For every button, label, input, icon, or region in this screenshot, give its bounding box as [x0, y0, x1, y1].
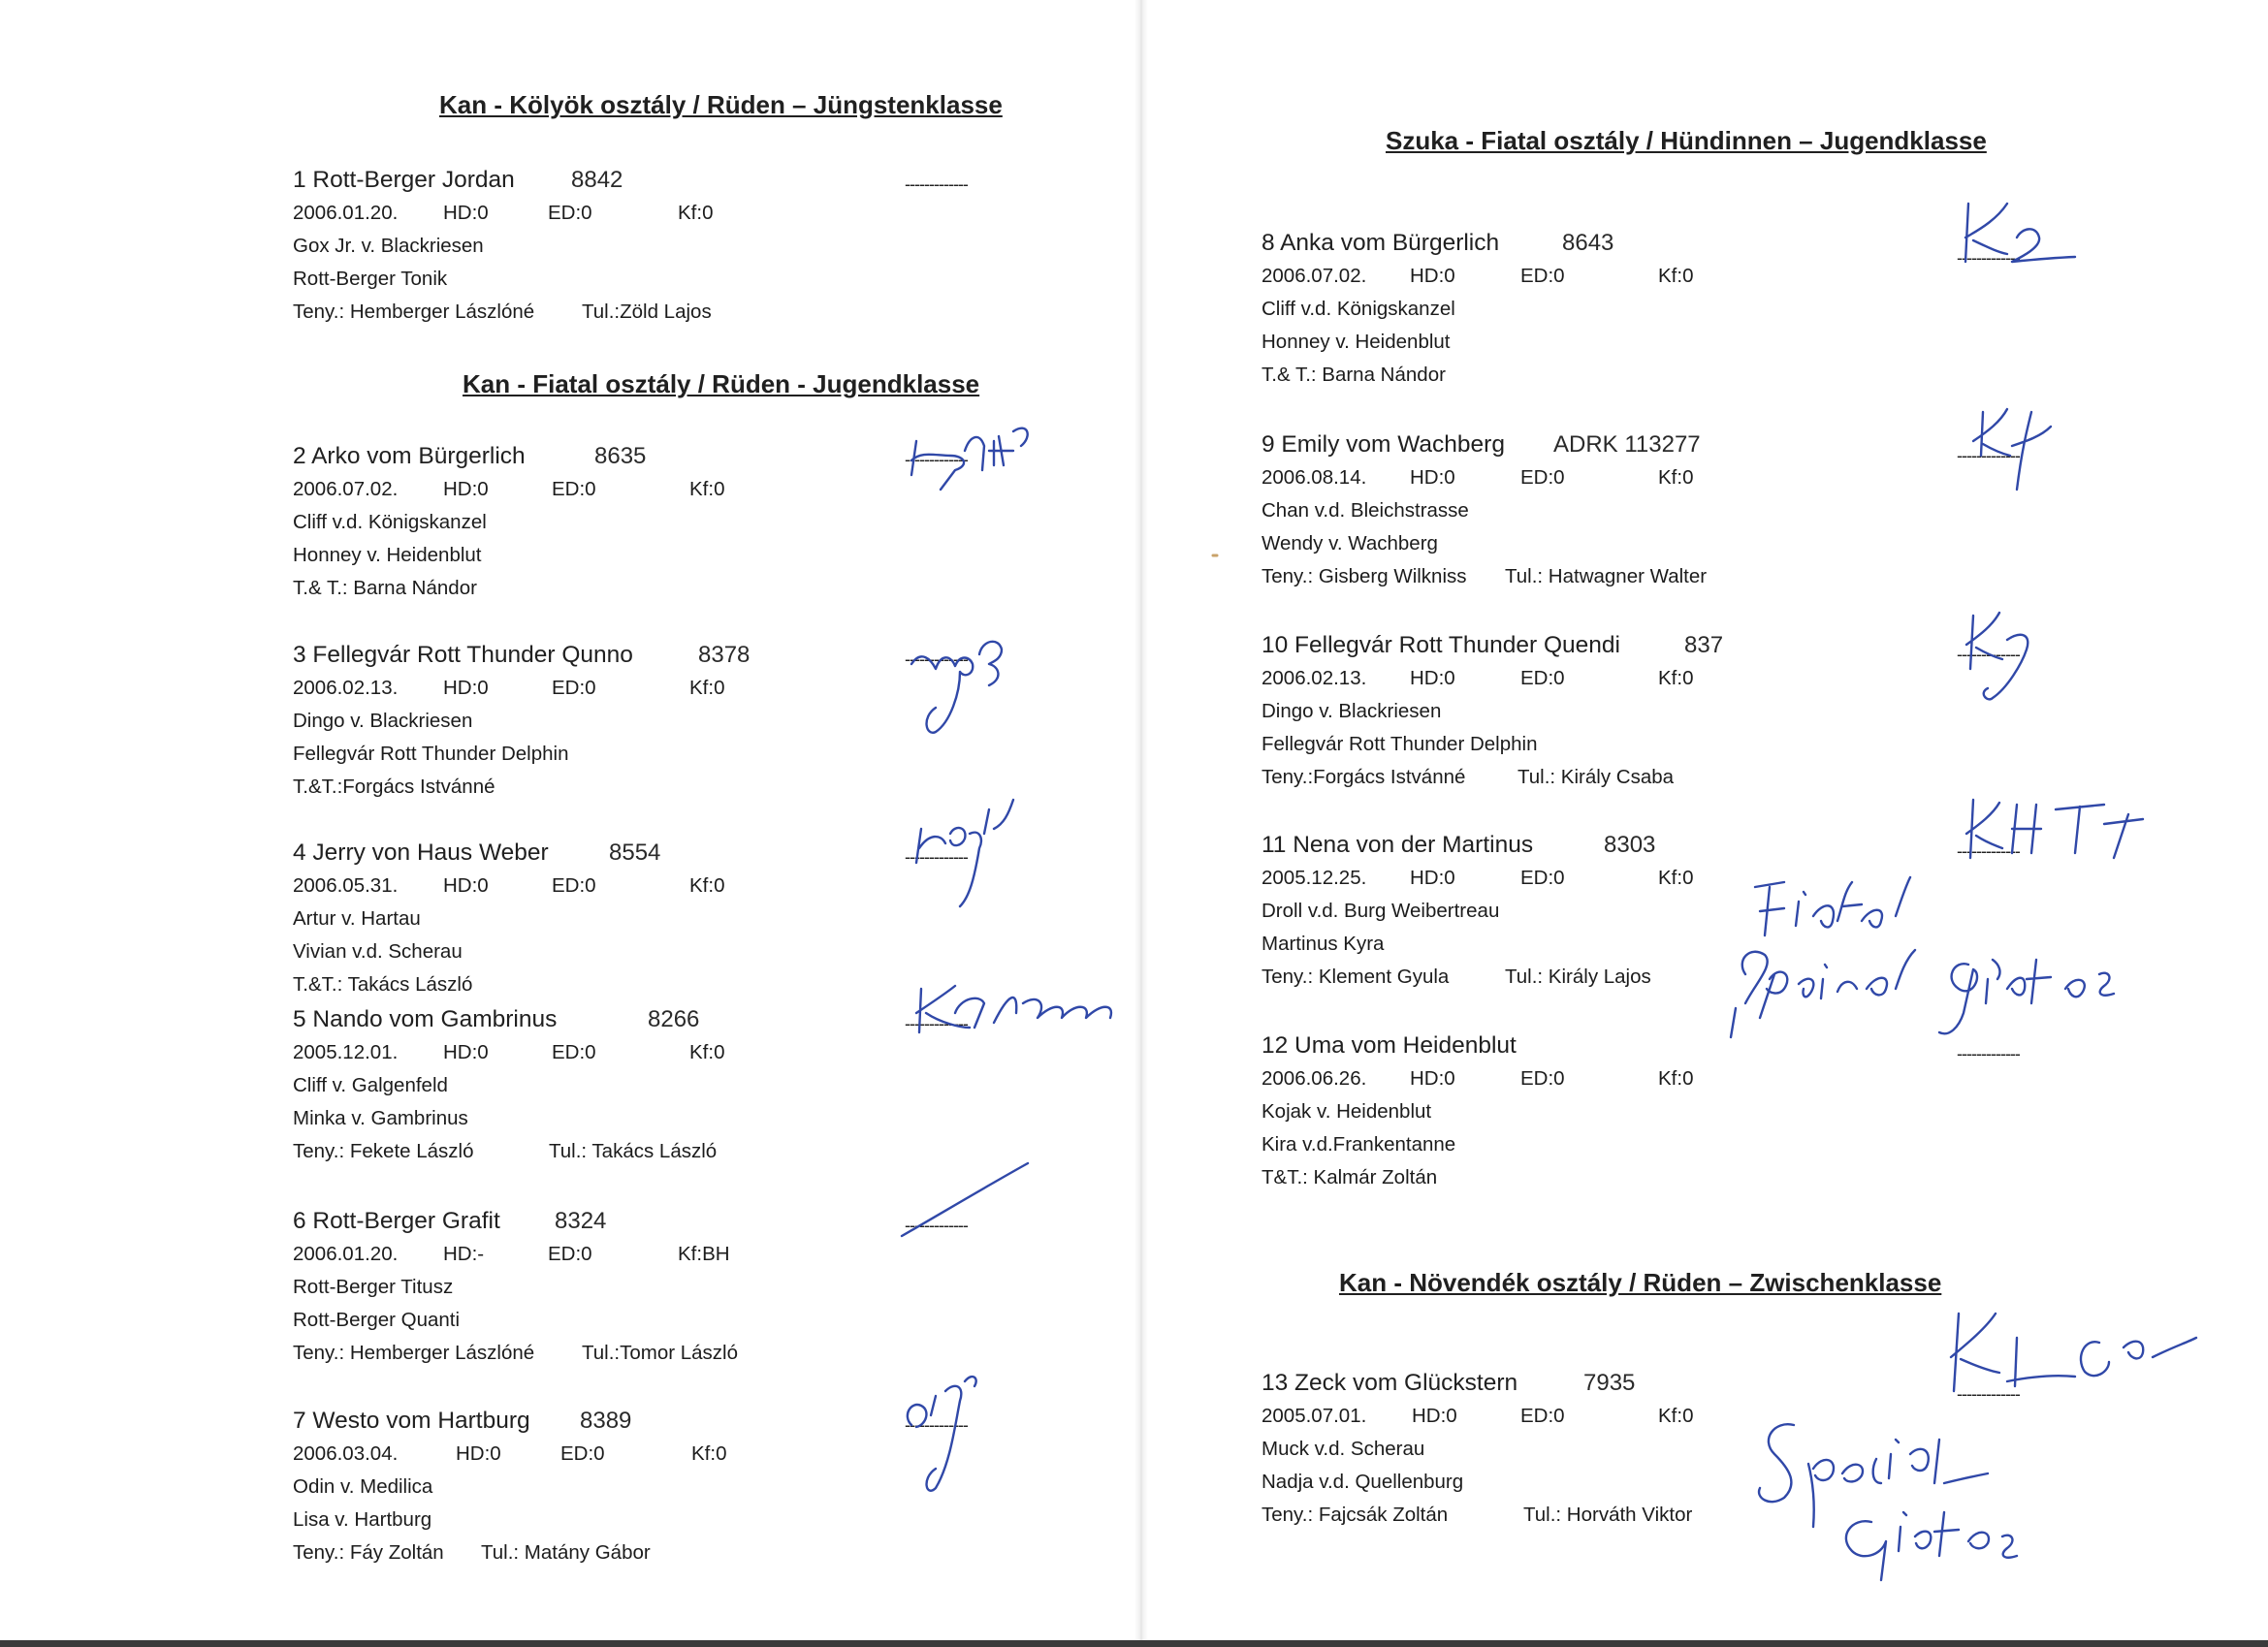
dam: Honney v. Heidenblut: [293, 544, 482, 566]
kf-score: Kf:0: [1658, 667, 1694, 689]
result-line-5: -------------: [905, 1014, 968, 1033]
handwritten-mark-11: [1949, 795, 2153, 872]
hd-score: HD:0: [443, 677, 489, 699]
dog-name: 4 Jerry von Haus Weber: [293, 839, 549, 866]
kf-score: Kf:0: [1658, 1405, 1694, 1427]
result-line-10: -------------: [1957, 645, 2020, 664]
birth-date: 2006.02.13.: [1262, 667, 1367, 689]
catalog-number: 8266: [648, 1006, 700, 1032]
kf-score: Kf:0: [689, 478, 725, 500]
hd-score: HD:0: [1410, 667, 1455, 689]
result-line-9: -------------: [1957, 446, 2020, 465]
dog-name: 10 Fellegvár Rott Thunder Quendi: [1262, 632, 1620, 658]
dog-entry-5: [293, 1003, 816, 1168]
handwritten-mark-2: [897, 412, 1052, 499]
dog-entry-7: [293, 1405, 816, 1569]
birth-date: 2006.01.20.: [293, 1243, 399, 1265]
catalog-number: 8554: [609, 839, 661, 866]
result-line-2: -------------: [905, 450, 968, 469]
dog-entry-4: [293, 837, 816, 1001]
dam: Nadja v.d. Quellenburg: [1262, 1471, 1464, 1493]
dog-entry-6: [293, 1205, 816, 1370]
result-line-3: -------------: [905, 649, 968, 669]
catalog-number: 8635: [594, 443, 647, 469]
ed-score: ED:0: [548, 1243, 592, 1265]
hd-score: HD:0: [1410, 1067, 1455, 1090]
scan-bottom-edge: [0, 1640, 2268, 1647]
breeder: Teny.: Gisberg Wilkniss: [1262, 565, 1467, 587]
dam: Honney v. Heidenblut: [1262, 331, 1451, 353]
breeder: T.&T.: Takács László: [293, 973, 473, 996]
ed-score: ED:0: [552, 874, 596, 897]
ed-score: ED:0: [1520, 466, 1565, 489]
handwritten-mark-10: [1949, 601, 2085, 708]
sire: Cliff v.d. Königskanzel: [293, 511, 487, 533]
owner: Tul.:Zöld Lajos: [582, 301, 712, 323]
catalog-number: 8378: [698, 642, 751, 668]
ed-score: ED:0: [1520, 1067, 1565, 1090]
owner: Tul.: Hatwagner Walter: [1505, 565, 1708, 587]
hd-score: HD:0: [1410, 466, 1455, 489]
dam: Fellegvár Rott Thunder Delphin: [293, 743, 569, 765]
owner: Tul.: Király Csaba: [1517, 766, 1675, 788]
handwritten-mark-8: [1944, 194, 2090, 281]
birth-date: 2005.12.01.: [293, 1041, 399, 1063]
breeder: Teny.:Forgács Istvánné: [1262, 766, 1466, 788]
result-line-4: -------------: [905, 847, 968, 867]
hd-score: HD:0: [1410, 867, 1455, 889]
catalog-number: 837: [1684, 632, 1724, 658]
hd-score: HD:0: [443, 1041, 489, 1063]
breeder: Teny.: Hemberger Lászlóné: [293, 1342, 535, 1364]
birth-date: 2006.02.13.: [293, 677, 399, 699]
birth-date: 2006.06.26.: [1262, 1067, 1367, 1090]
hd-score: HD:-: [443, 1243, 485, 1265]
dog-name: 8 Anka vom Bürgerlich: [1262, 230, 1500, 256]
kf-score: Kf:0: [689, 874, 725, 897]
dog-name: 11 Nena von der Martinus: [1262, 832, 1534, 858]
breeder: T.& T.: Barna Nándor: [1262, 364, 1446, 386]
dog-name: 5 Nando vom Gambrinus: [293, 1006, 558, 1032]
dog-entry-10: [1262, 629, 1785, 794]
kf-score: Kf:0: [691, 1442, 727, 1465]
catalog-number: 8324: [555, 1208, 607, 1234]
hd-score: HD:0: [1410, 265, 1455, 287]
sire: Artur v. Hartau: [293, 907, 421, 930]
breeder: Teny.: Hemberger Lászlóné: [293, 301, 535, 323]
breeder: Teny.: Fekete László: [293, 1140, 474, 1162]
hd-score: HD:0: [456, 1442, 501, 1465]
dog-entry-2: [293, 440, 816, 605]
handwritten-mark-4: [911, 790, 1057, 916]
kf-score: Kf:0: [678, 202, 714, 224]
sire: Dingo v. Blackriesen: [1262, 700, 1442, 722]
sire: Droll v.d. Burg Weibertreau: [1262, 900, 1500, 922]
kf-score: Kf:0: [1658, 867, 1694, 889]
birth-date: 2006.07.02.: [1262, 265, 1367, 287]
handwritten-mark-5: [902, 974, 1134, 1052]
birth-date: 2006.08.14.: [1262, 466, 1367, 489]
catalog-number: 8643: [1562, 230, 1614, 256]
heading-szuka-fiatal: Szuka - Fiatal osztály / Hündinnen – Jugendklasse: [1386, 126, 1987, 155]
dam: Minka v. Gambrinus: [293, 1107, 468, 1129]
dog-name: 7 Westo vom Hartburg: [293, 1408, 530, 1434]
heading-kan-fiatal: Kan - Fiatal osztály / Rüden - Jugendklasse: [463, 369, 980, 398]
dam: Vivian v.d. Scherau: [293, 940, 463, 963]
dog-name: 2 Arko vom Bürgerlich: [293, 443, 526, 469]
dog-name: 13 Zeck vom Glückstern: [1262, 1370, 1518, 1396]
ed-score: ED:0: [552, 1041, 596, 1063]
ed-score: ED:0: [1520, 867, 1565, 889]
handwritten-mark-13: [1939, 1299, 2230, 1406]
ed-score: ED:0: [1520, 1405, 1565, 1427]
dog-entry-11: [1262, 829, 1785, 994]
kf-score: Kf:BH: [678, 1243, 730, 1265]
birth-date: 2006.01.20.: [293, 202, 399, 224]
dog-name: 12 Uma vom Heidenblut: [1262, 1032, 1517, 1059]
catalog-number: 8842: [571, 167, 623, 193]
hd-score: HD:0: [443, 874, 489, 897]
result-line-11: -------------: [1957, 841, 2020, 861]
catalog-number: ADRK 113277: [1553, 431, 1701, 458]
catalog-number: 8303: [1604, 832, 1656, 858]
dam: Rott-Berger Quanti: [293, 1309, 461, 1331]
result-line-8: -------------: [1957, 248, 2020, 268]
dog-entry-13: [1262, 1367, 1785, 1532]
dog-name: 1 Rott-Berger Jordan: [293, 167, 515, 193]
result-line-12: -------------: [1957, 1044, 2020, 1063]
ed-score: ED:0: [560, 1442, 605, 1465]
owner: Tul.: Takács László: [549, 1140, 718, 1162]
result-line-1: -------------: [905, 174, 968, 194]
ink-dot: [1210, 551, 1220, 560]
breeder: Teny.: Klement Gyula: [1262, 966, 1450, 988]
owner: Tul.: Horváth Viktor: [1523, 1504, 1693, 1526]
breeder: T.& T.: Barna Nándor: [293, 577, 477, 599]
heading-kan-novendek: Kan - Növendék osztály / Rüden – Zwischenklasse: [1339, 1268, 1942, 1297]
ed-score: ED:0: [548, 202, 592, 224]
dam: Martinus Kyra: [1262, 933, 1385, 955]
result-line-7: -------------: [905, 1415, 968, 1435]
sire: Odin v. Medilica: [293, 1475, 433, 1498]
ed-score: ED:0: [1520, 265, 1565, 287]
catalog-number: 7935: [1583, 1370, 1636, 1396]
dog-name: 9 Emily vom Wachberg: [1262, 431, 1505, 458]
handwritten-annotation-fiatal-special-gyoztes: [1716, 868, 2240, 1047]
sire: Gox Jr. v. Blackriesen: [293, 235, 484, 257]
kf-score: Kf:0: [689, 677, 725, 699]
sire: Dingo v. Blackriesen: [293, 710, 473, 732]
kf-score: Kf:0: [689, 1041, 725, 1063]
result-line-6: -------------: [905, 1216, 968, 1235]
book-spine: [1134, 0, 1148, 1647]
dog-entry-12: [1262, 1029, 1785, 1194]
breeder: Teny.: Fáy Zoltán: [293, 1541, 444, 1564]
dam: Lisa v. Hartburg: [293, 1508, 432, 1531]
hd-score: HD:0: [443, 202, 489, 224]
owner: Tul.: Matány Gábor: [481, 1541, 651, 1564]
dog-entry-8: [1262, 227, 1785, 392]
breeder: T.&T.:Forgács Istvánné: [293, 776, 495, 798]
birth-date: 2005.07.01.: [1262, 1405, 1367, 1427]
sire: Cliff v. Galgenfeld: [293, 1074, 448, 1096]
kf-score: Kf:0: [1658, 265, 1694, 287]
kf-score: Kf:0: [1658, 466, 1694, 489]
breeder: T&T.: Kalmár Zoltán: [1262, 1166, 1438, 1188]
dam: Fellegvár Rott Thunder Delphin: [1262, 733, 1538, 755]
dog-entry-3: [293, 639, 816, 804]
ed-score: ED:0: [1520, 667, 1565, 689]
birth-date: 2006.03.04.: [293, 1442, 399, 1465]
sire: Muck v.d. Scherau: [1262, 1438, 1425, 1460]
result-line-13: -------------: [1957, 1384, 2020, 1404]
owner: Tul.:Tomor László: [582, 1342, 739, 1364]
handwritten-mark-6: [897, 1158, 1042, 1246]
birth-date: 2006.07.02.: [293, 478, 399, 500]
owner: Tul.: Király Lajos: [1505, 966, 1651, 988]
catalog-number: 8389: [580, 1408, 632, 1434]
birth-date: 2005.12.25.: [1262, 867, 1367, 889]
sire: Chan v.d. Bleichstrasse: [1262, 499, 1469, 522]
kf-score: Kf:0: [1658, 1067, 1694, 1090]
dam: Wendy v. Wachberg: [1262, 532, 1438, 554]
handwritten-mark-9: [1954, 397, 2070, 504]
ed-score: ED:0: [552, 478, 596, 500]
dog-entry-1: [293, 164, 816, 329]
sire: Cliff v.d. Königskanzel: [1262, 298, 1455, 320]
ed-score: ED:0: [552, 677, 596, 699]
hd-score: HD:0: [1412, 1405, 1457, 1427]
handwritten-annotation-specialis-gyoztes: [1726, 1396, 2133, 1590]
handwritten-mark-3: [907, 625, 1062, 742]
breeder: Teny.: Fajcsák Zoltán: [1262, 1504, 1449, 1526]
birth-date: 2006.05.31.: [293, 874, 399, 897]
sire: Kojak v. Heidenblut: [1262, 1100, 1432, 1123]
dam: Rott-Berger Tonik: [293, 268, 448, 290]
heading-kan-kolyok: Kan - Kölyök osztály / Rüden – Jüngstenklasse: [439, 90, 1003, 119]
dog-name: 3 Fellegvár Rott Thunder Qunno: [293, 642, 633, 668]
sire: Rott-Berger Titusz: [293, 1276, 454, 1298]
hd-score: HD:0: [443, 478, 489, 500]
dog-name: 6 Rott-Berger Grafit: [293, 1208, 500, 1234]
dam: Kira v.d.Frankentanne: [1262, 1133, 1456, 1156]
dog-entry-9: [1262, 428, 1785, 593]
handwritten-mark-7: [897, 1367, 1033, 1503]
